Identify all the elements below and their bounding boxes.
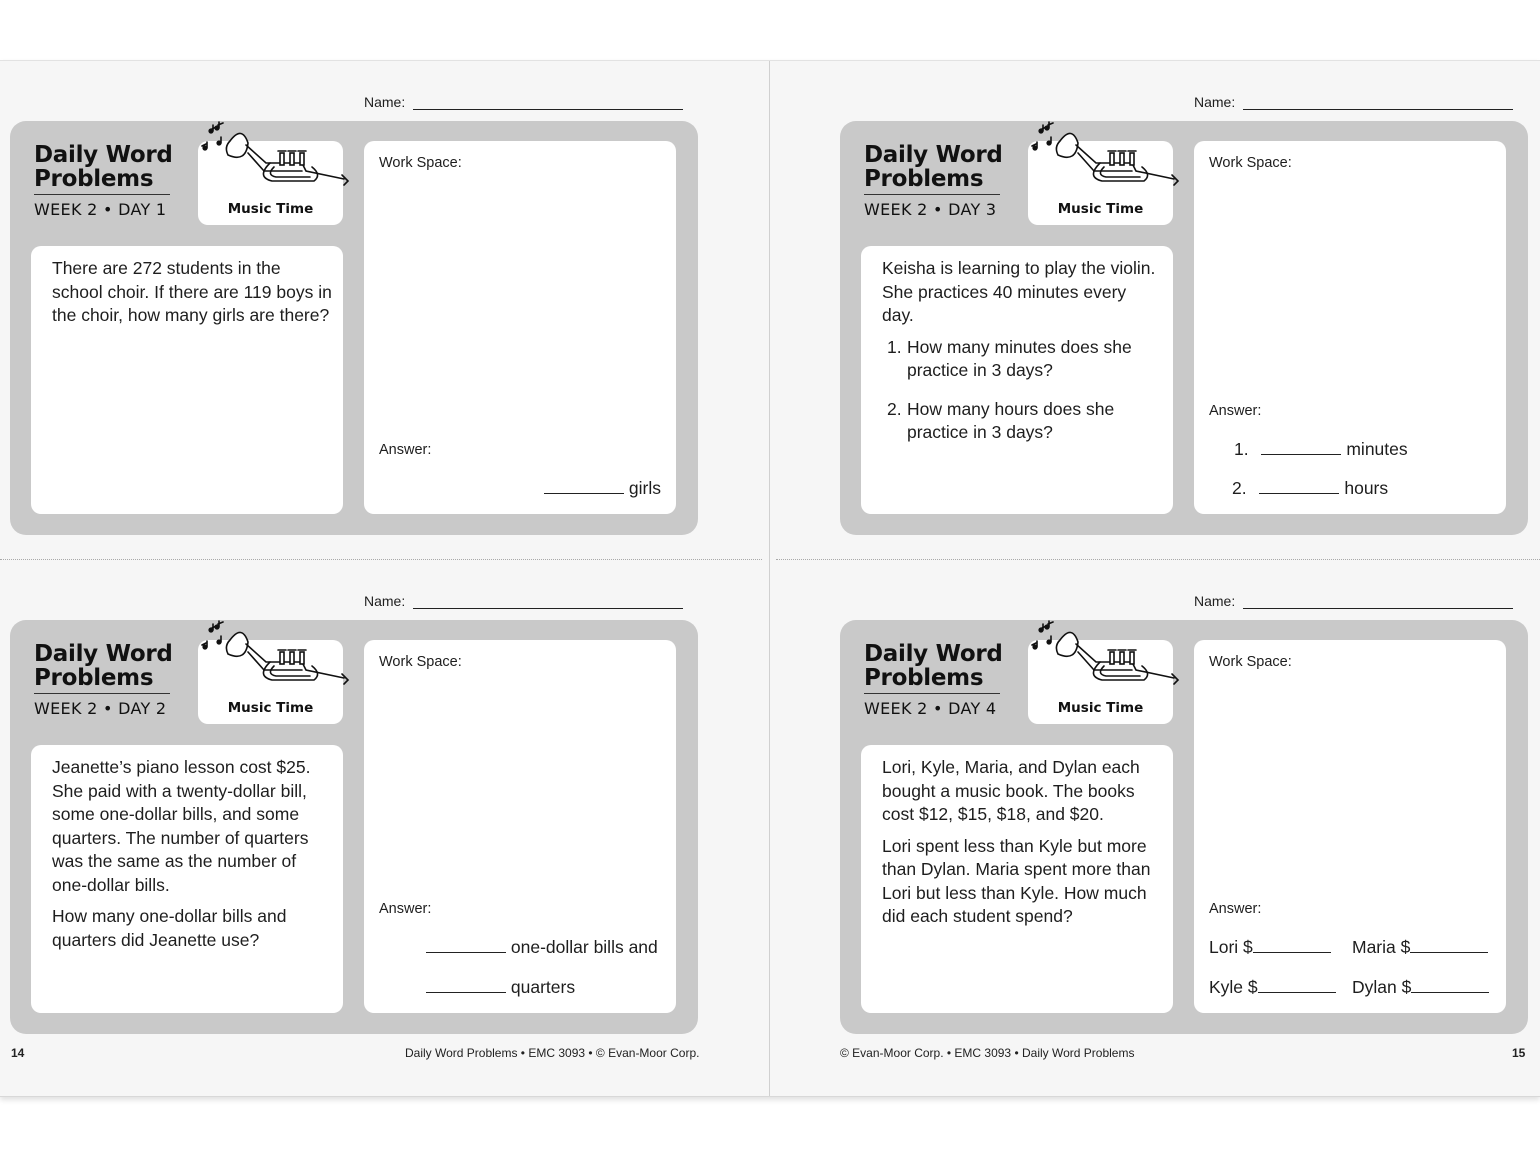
title-divider: [34, 693, 170, 694]
answer-number: 2.: [1232, 478, 1247, 498]
work-space-box[interactable]: [1194, 640, 1506, 1013]
name-line[interactable]: [413, 608, 683, 609]
answer-row-maria: [1352, 937, 1488, 958]
name-line[interactable]: [1243, 608, 1513, 609]
theme-box: [198, 141, 343, 225]
problem-text: [52, 257, 332, 336]
week-day-label: WEEK 2 • DAY 4: [864, 699, 997, 718]
name-label: Name:: [1194, 593, 1236, 609]
page-gutter: [769, 61, 770, 1096]
trumpet-icon: [194, 618, 350, 708]
cut-line-left: [0, 559, 762, 560]
theme-box: [1028, 640, 1173, 724]
work-space-label: Work Space:: [379, 654, 462, 670]
name-label: Name:: [1194, 94, 1236, 110]
title-divider: [864, 194, 1000, 195]
problem-paragraph: Keisha is learning to play the violin. She practices 40 minutes every day.: [882, 258, 1156, 325]
theme-label: Music Time: [227, 700, 314, 716]
week-day-label: WEEK 2 • DAY 2: [34, 699, 167, 718]
work-space-box[interactable]: [364, 141, 676, 514]
name-field-day4[interactable]: [1194, 593, 1235, 609]
answer-row: [1232, 478, 1388, 499]
problem-box: [861, 246, 1173, 514]
problem-paragraph: There are 272 students in the school choir. If there are 119 boys in the choir, how many girls are there?: [52, 258, 332, 325]
trumpet-icon: [194, 119, 350, 209]
answer-unit: quarters: [510, 977, 576, 997]
answer-row: [426, 937, 658, 958]
problem-text: [882, 257, 1162, 460]
answer-blank[interactable]: [426, 951, 506, 953]
answer-unit: minutes: [1346, 439, 1408, 459]
answer-blank[interactable]: [1259, 492, 1339, 494]
work-space-label: Work Space:: [379, 155, 462, 171]
problem-text: [52, 756, 332, 960]
answer-blank[interactable]: [544, 492, 624, 494]
answer-label: Answer:: [1209, 403, 1262, 419]
answer-name: Lori $: [1209, 937, 1253, 957]
answer-blank[interactable]: [1258, 991, 1336, 993]
title-block: [864, 642, 1004, 718]
question-text: How many minutes does she practice in 3 days?: [907, 336, 1132, 380]
footer-right: © Evan-Moor Corp. • EMC 3093 • Daily Word Problems: [840, 1046, 1135, 1060]
work-space-label: Work Space:: [1209, 155, 1292, 171]
card-week2-day2: [10, 620, 698, 1034]
question-number: 1.: [887, 336, 902, 357]
title-line-2: Problems: [34, 665, 154, 691]
work-space-label: Work Space:: [1209, 654, 1292, 670]
answer-blank[interactable]: [1253, 951, 1331, 953]
answer-unit: girls: [628, 478, 661, 498]
week-day-label: WEEK 2 • DAY 3: [864, 200, 997, 219]
problem-box: [31, 745, 343, 1013]
work-space-box[interactable]: [364, 640, 676, 1013]
answer-row-kyle: [1209, 977, 1336, 998]
card-week2-day1: [10, 121, 698, 535]
answer-row-dylan: [1352, 977, 1489, 998]
name-field-day2[interactable]: [364, 593, 405, 609]
problem-box: [861, 745, 1173, 1013]
problem-paragraph: Jeanette’s piano lesson cost $25. She paid with a twenty-dollar bill, some one-dollar bills, and some quarters. The number of quarters was the same as the number of one-dollar bills.: [52, 757, 311, 895]
theme-label: Music Time: [227, 201, 314, 217]
page-number-right: 15: [1512, 1046, 1526, 1060]
problem-question: Lori spent less than Kyle but more than Dylan. Maria spent more than Lori but less than Kyle. How much did each student spend?: [882, 835, 1151, 926]
cut-line-right: [776, 559, 1540, 560]
title-block: [864, 143, 1004, 219]
title-line-1: Daily Word: [34, 641, 173, 667]
answer-blank[interactable]: [426, 991, 506, 993]
answer-row: [426, 977, 575, 998]
card-week2-day3: [840, 121, 1528, 535]
problem-box: [31, 246, 343, 514]
name-line[interactable]: [413, 109, 683, 110]
footer-left: Daily Word Problems • EMC 3093 • © Evan-Moor Corp.: [405, 1046, 700, 1060]
answer-name: Kyle $: [1209, 977, 1258, 997]
problem-text: [882, 756, 1162, 937]
title-divider: [34, 194, 170, 195]
answer-name: Dylan $: [1352, 977, 1412, 997]
theme-box: [198, 640, 343, 724]
answer-blank[interactable]: [1261, 453, 1341, 455]
title-line-1: Daily Word: [864, 641, 1003, 667]
answer-row: [544, 478, 661, 499]
question-text: How many hours does she practice in 3 days?: [907, 398, 1115, 442]
page-number-left: 14: [11, 1046, 25, 1060]
name-line[interactable]: [1243, 109, 1513, 110]
answer-label: Answer:: [1209, 901, 1262, 917]
question-list: [882, 336, 1162, 445]
answer-number: 1.: [1234, 439, 1249, 459]
answer-unit: hours: [1344, 478, 1389, 498]
week-day-label: WEEK 2 • DAY 1: [34, 200, 167, 219]
title-line-2: Problems: [34, 166, 154, 192]
answer-name: Maria $: [1352, 937, 1411, 957]
title-line-2: Problems: [864, 166, 984, 192]
title-divider: [864, 693, 1000, 694]
name-field-day1[interactable]: [364, 94, 405, 110]
title-line-1: Daily Word: [864, 142, 1003, 168]
answer-label: Answer:: [379, 442, 432, 458]
trumpet-icon: [1024, 119, 1180, 209]
theme-label: Music Time: [1057, 201, 1144, 217]
title-line-1: Daily Word: [34, 142, 173, 168]
question-number: 2.: [887, 398, 902, 419]
answer-row: [1234, 439, 1408, 460]
problem-question: How many one-dollar bills and quarters did Jeanette use?: [52, 906, 287, 950]
card-week2-day4: [840, 620, 1528, 1034]
answer-blank[interactable]: [1410, 951, 1488, 953]
answer-label: Answer:: [379, 901, 432, 917]
name-label: Name:: [364, 94, 406, 110]
name-field-day3[interactable]: [1194, 94, 1235, 110]
title-block: [34, 143, 174, 219]
answer-unit: one-dollar bills and: [510, 937, 658, 957]
trumpet-icon: [1024, 618, 1180, 708]
name-label: Name:: [364, 593, 406, 609]
work-space-box[interactable]: [1194, 141, 1506, 514]
question-item: [882, 336, 1162, 383]
theme-label: Music Time: [1057, 700, 1144, 716]
title-block: [34, 642, 174, 718]
theme-box: [1028, 141, 1173, 225]
answer-blank[interactable]: [1411, 991, 1489, 993]
question-item: [882, 398, 1162, 445]
answer-row-lori: [1209, 937, 1331, 958]
title-line-2: Problems: [864, 665, 984, 691]
problem-paragraph: Lori, Kyle, Maria, and Dylan each bought a music book. The books cost $12, $15, $18, and $20.: [882, 757, 1140, 824]
